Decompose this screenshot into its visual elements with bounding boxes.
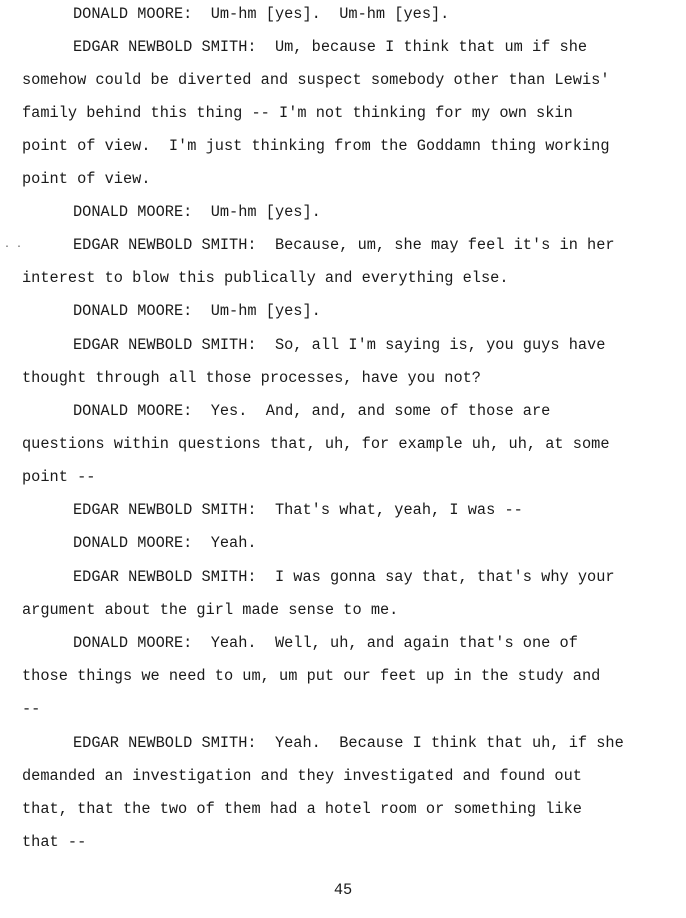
- transcript-line: DONALD MOORE: Yeah.: [73, 534, 257, 552]
- transcript-line: DONALD MOORE: Yes. And, and, and some of those are: [73, 402, 551, 420]
- transcript-line: DONALD MOORE: Yeah. Well, uh, and again that's one of: [73, 634, 578, 652]
- transcript-line: EDGAR NEWBOLD SMITH: I was gonna say that, that's why your: [73, 568, 615, 586]
- transcript-line: point of view.: [22, 170, 151, 188]
- transcript-line: point of view. I'm just thinking from the Goddamn thing working: [22, 137, 610, 155]
- transcript-line: argument about the girl made sense to me.: [22, 601, 399, 619]
- transcript-line: those things we need to um, um put our feet up in the study and: [22, 667, 601, 685]
- transcript-line: EDGAR NEWBOLD SMITH: Yeah. Because I think that uh, if she: [73, 734, 624, 752]
- transcript-line: thought through all those processes, have you not?: [22, 369, 481, 387]
- transcript-line: EDGAR NEWBOLD SMITH: So, all I'm saying is, you guys have: [73, 336, 606, 354]
- transcript-line: questions within questions that, uh, for example uh, uh, at some: [22, 435, 610, 453]
- transcript-line: DONALD MOORE: Um-hm [yes]. Um-hm [yes].: [73, 5, 450, 23]
- margin-mark: . .: [4, 240, 23, 251]
- transcript-line: EDGAR NEWBOLD SMITH: Because, um, she may feel it's in her: [73, 236, 615, 254]
- transcript-line: somehow could be diverted and suspect somebody other than Lewis': [22, 71, 610, 89]
- transcript-line: point --: [22, 468, 96, 486]
- transcript-line: DONALD MOORE: Um-hm [yes].: [73, 302, 321, 320]
- transcript-line: demanded an investigation and they investigated and found out: [22, 767, 582, 785]
- transcript-line: DONALD MOORE: Um-hm [yes].: [73, 203, 321, 221]
- transcript-line: --: [22, 700, 41, 718]
- page-number: 45: [333, 881, 353, 899]
- transcript-line: family behind this thing -- I'm not thinking for my own skin: [22, 104, 573, 122]
- transcript-line: EDGAR NEWBOLD SMITH: Um, because I think that um if she: [73, 38, 588, 56]
- transcript-line: that, that the two of them had a hotel room or something like: [22, 800, 582, 818]
- transcript-line: EDGAR NEWBOLD SMITH: That's what, yeah, I was --: [73, 501, 523, 519]
- transcript-line: that --: [22, 833, 87, 851]
- transcript-line: interest to blow this publically and everything else.: [22, 269, 509, 287]
